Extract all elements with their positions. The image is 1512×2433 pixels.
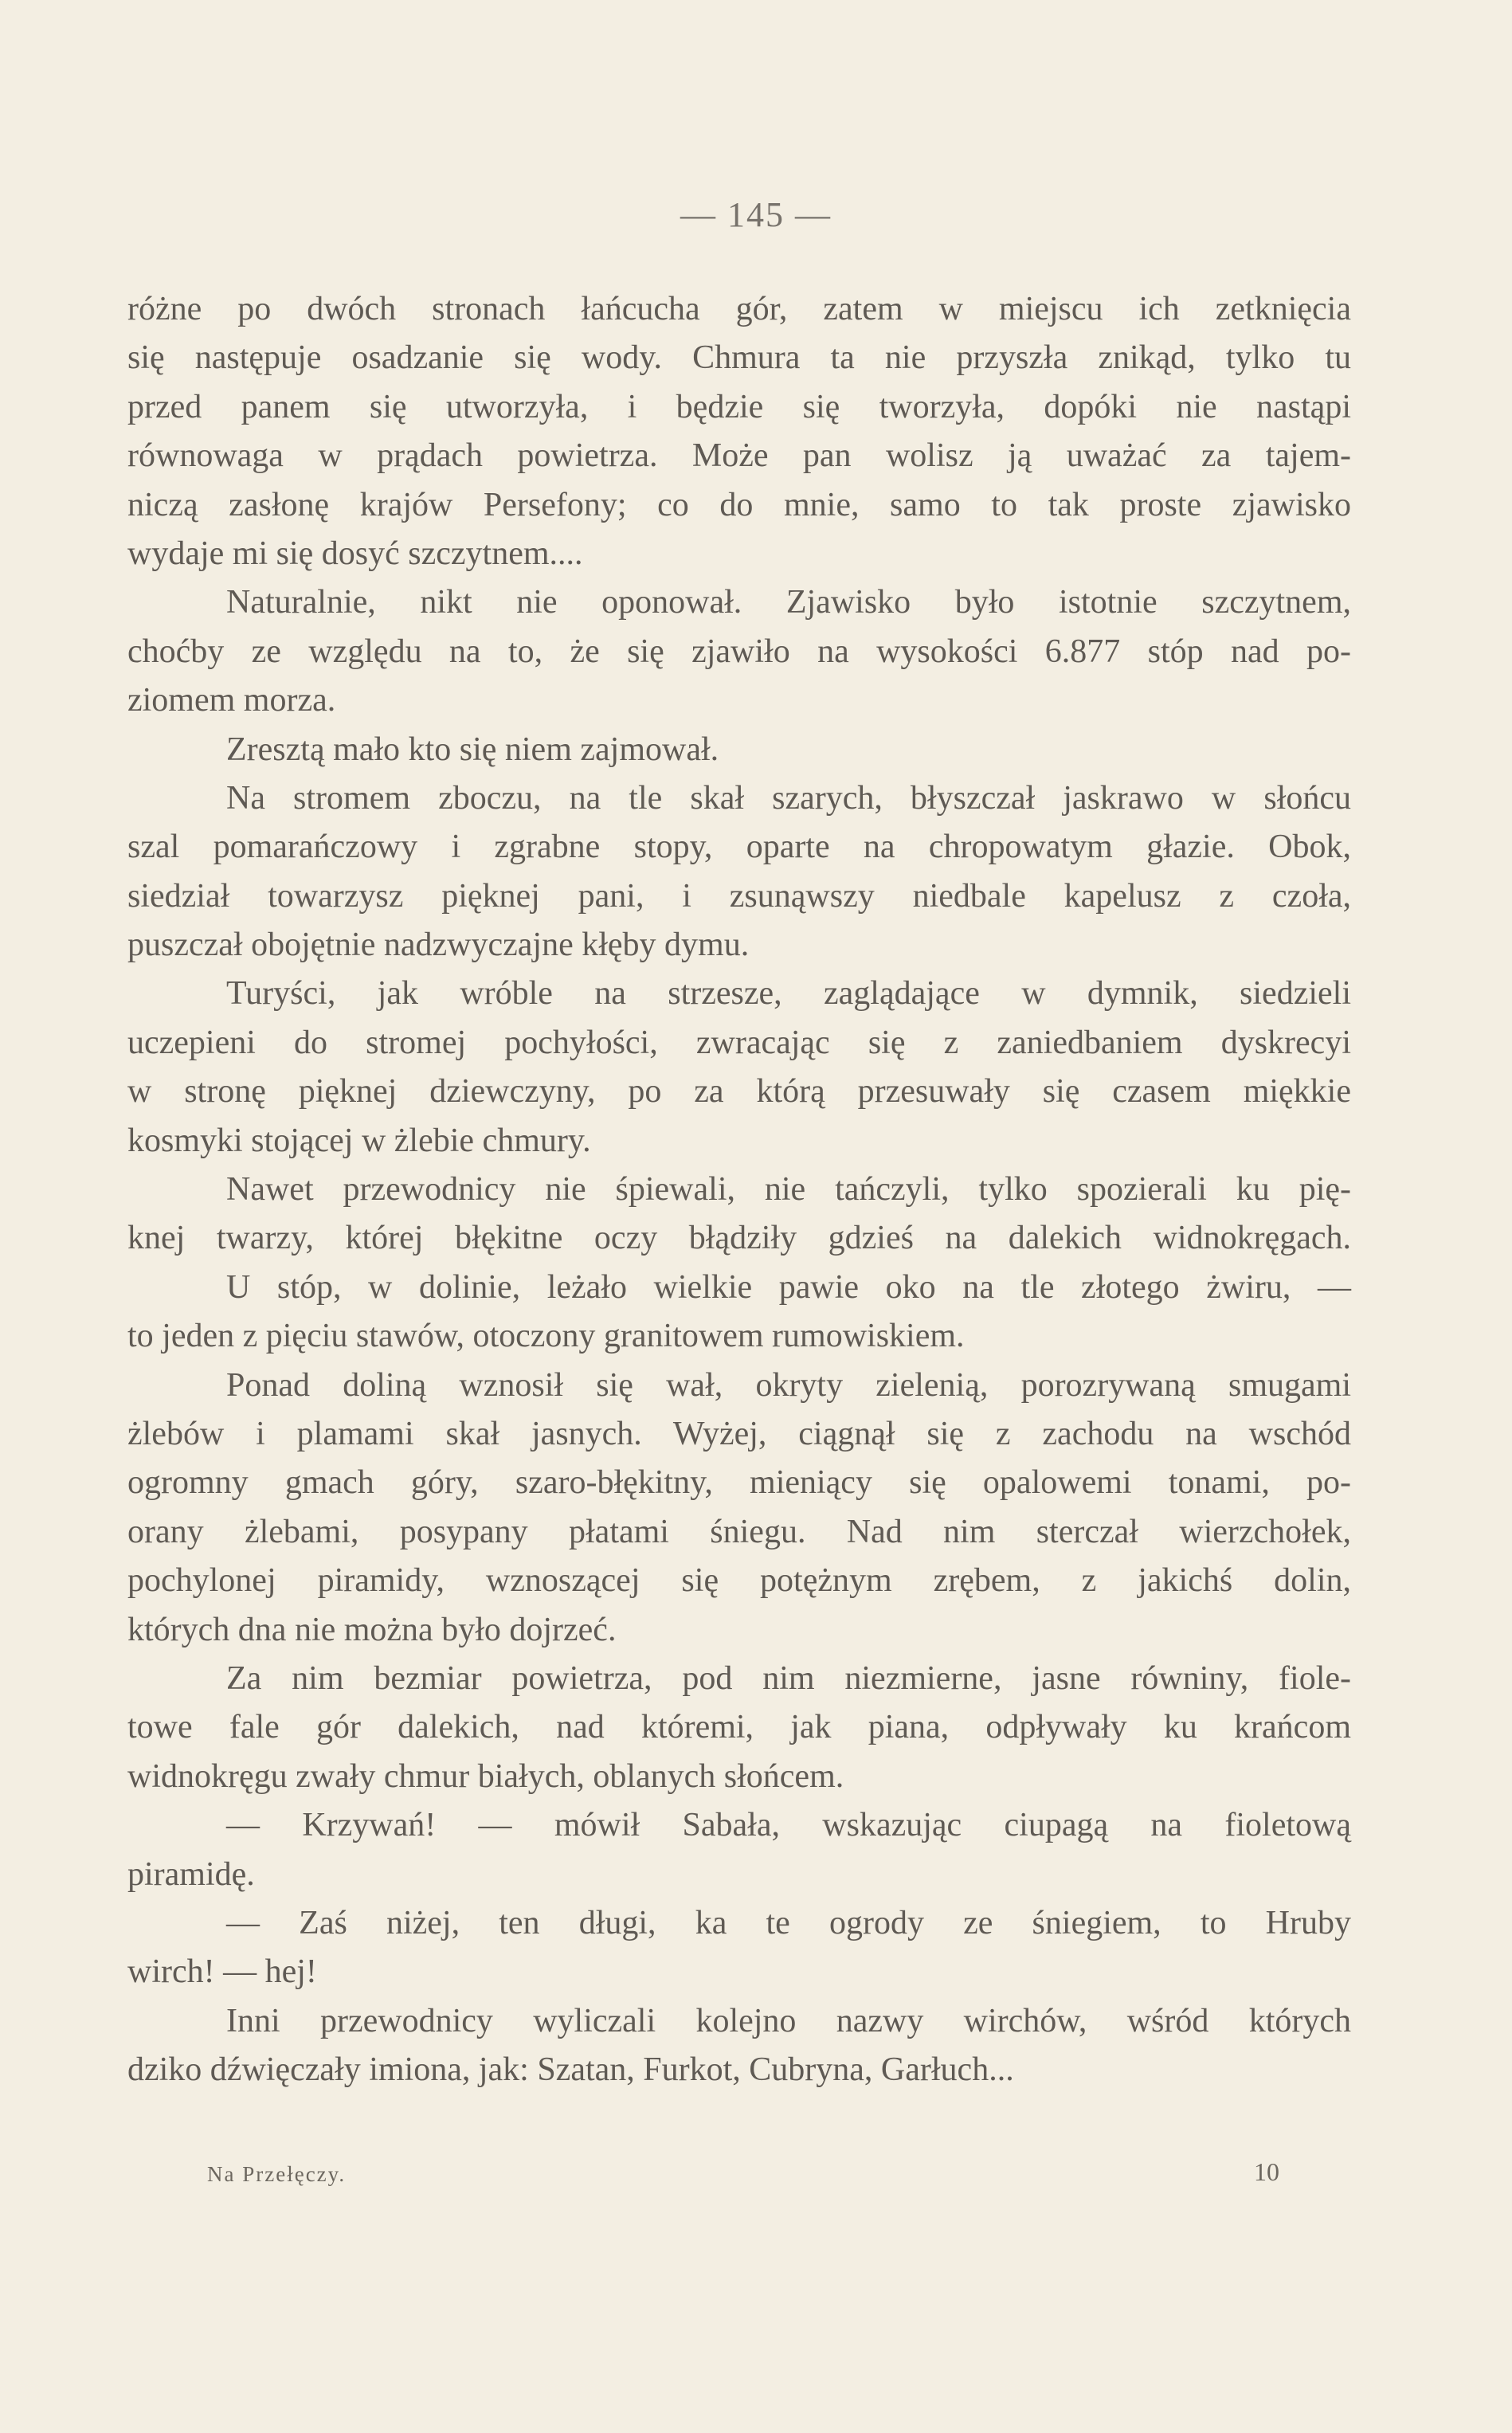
text-line: piramidę. xyxy=(127,1855,255,1893)
text-line: równowaga w prądach powietrza. Może pan wolisz ją uważać za tajem- xyxy=(127,437,1351,475)
text-line: knej twarzy, której błękitne oczy błądziły gdzieś na dalekich widnokręgach. xyxy=(127,1220,1351,1257)
text-line: pochylonej piramidy, wznoszącej się potężnym zrębem, z jakichś dolin, xyxy=(127,1562,1351,1600)
text-line: Zresztą mało kto się niem zajmował. xyxy=(226,731,719,768)
text-line: wirch! — hej! xyxy=(127,1953,317,1991)
text-line: Ponad doliną wznosił się wał, okryty zielenią, porozrywaną smugami xyxy=(226,1366,1351,1404)
text-line: szal pomarańczowy i zgrabne stopy, oparte na chropowatym głazie. Obok, xyxy=(127,829,1351,866)
text-line: się następuje osadzanie się wody. Chmura ta nie przyszła znikąd, tylko tu xyxy=(127,339,1351,377)
text-line: Naturalnie, nikt nie oponował. Zjawisko było istotnie szczytnem, xyxy=(226,584,1351,621)
text-line: wydaje mi się dosyć szczytnem.... xyxy=(127,535,583,572)
text-line: w stronę pięknej dziewczyny, po za którą przesuwały się czasem miękkie xyxy=(127,1073,1351,1111)
text-line: siedział towarzysz pięknej pani, i zsunąwszy niedbale kapelusz z czoła, xyxy=(127,877,1351,915)
footer-signature: 10 xyxy=(1254,2157,1279,2186)
page-footer xyxy=(207,2157,1279,2197)
text-line: — Krzywań! — mówił Sabała, wskazując ciupagą na fioletową xyxy=(226,1807,1351,1844)
text-line: to jeden z pięciu stawów, otoczony granitowem rumowiskiem. xyxy=(127,1318,965,1355)
text-line: przed panem się utworzyła, i będzie się tworzyła, dopóki nie nastąpi xyxy=(127,388,1351,425)
text-line: Nawet przewodnicy nie śpiewali, nie tańczyli, tylko spozierali ku pię- xyxy=(226,1171,1351,1209)
text-line: orany żlebami, posypany płatami śniegu. Nad nim sterczał wierzchołek, xyxy=(127,1513,1351,1550)
text-line: choćby ze względu na to, że się zjawiło na wysokości 6.877 stóp nad po- xyxy=(127,633,1351,670)
text-line: puszczał obojętnie nadzwyczajne kłęby dymu. xyxy=(127,927,750,964)
text-line: różne po dwóch stronach łańcucha gór, zatem w miejscu ich zetknięcia xyxy=(127,291,1351,327)
footer-title: Na Przełęczy. xyxy=(207,2162,347,2186)
text-line: U stóp, w dolinie, leżało wielkie pawie oko na tle złotego żwiru, — xyxy=(226,1268,1351,1306)
text-line: żlebów i plamami skał jasnych. Wyżej, ciągnął się z zachodu na wschód xyxy=(127,1415,1351,1452)
text-line: dziko dźwięczały imiona, jak: Szatan, Furkot, Cubryna, Garłuch... xyxy=(127,2051,1014,2089)
text-line: kosmyki stojącej w żlebie chmury. xyxy=(127,1122,591,1159)
text-line: uczepieni do stromej pochyłości, zwracając się z zaniedbaniem dyskrecyi xyxy=(127,1024,1351,1061)
text-line: Za nim bezmiar powietrza, pod nim niezmierne, jasne równiny, fiole- xyxy=(226,1659,1351,1697)
text-line: których dna nie można było dojrzeć. xyxy=(127,1611,617,1648)
text-line: ogromny gmach góry, szaro-błękitny, mieniący się opalowemi tonami, po- xyxy=(127,1464,1351,1502)
text-line: widnokręgu zwały chmur białych, oblanych słońcem. xyxy=(127,1757,844,1795)
text-line: towe fale gór dalekich, nad któremi, jak piana, odpływały ku krańcom xyxy=(127,1709,1351,1746)
text-line: Inni przewodnicy wyliczali kolejno nazwy wirchów, wśród których xyxy=(226,2002,1351,2039)
text-line: — Zaś niżej, ten długi, ka te ogrody ze śniegiem, to Hruby xyxy=(226,1904,1351,1941)
body-text xyxy=(127,285,1351,2094)
text-line: Turyści, jak wróble na strzesze, zaglądające w dymnik, siedzieli xyxy=(226,975,1351,1013)
page-number: — 145 — xyxy=(680,195,832,234)
text-line: niczą zasłonę krajów Persefony; co do mnie, samo to tak proste zjawisko xyxy=(127,486,1351,523)
text-line: ziomem morza. xyxy=(127,682,336,719)
text-line: Na stromem zboczu, na tle skał szarych, błyszczał jaskrawo w słońcu xyxy=(226,779,1351,817)
